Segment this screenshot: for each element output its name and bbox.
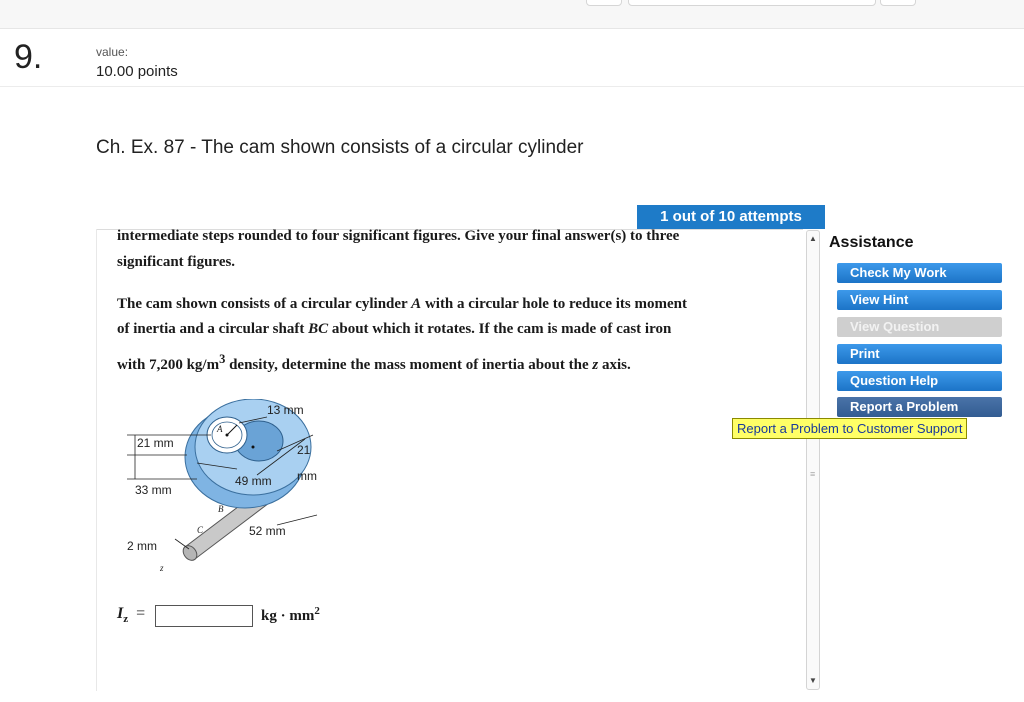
points-value: 10.00 points (96, 63, 178, 80)
answer-unit (261, 605, 320, 625)
view-question-button[interactable]: View Question (837, 317, 1002, 337)
dim-13mm: 13 mm (267, 403, 304, 417)
density-exponent: 3 (219, 352, 226, 366)
value-label: value: (96, 45, 129, 59)
dim-21: 21 (297, 443, 311, 457)
problem-text: of inertia and a circular shaft (117, 321, 305, 337)
problem-text: axis. (601, 357, 631, 373)
top-toolbar (0, 0, 1024, 29)
unit-exponent: 2 (314, 605, 320, 617)
answer-label (117, 605, 145, 625)
problem-text: with a circular hole to reduce its moment (424, 296, 687, 312)
variable-z: z (592, 357, 599, 373)
problem-text: density, determine the mass moment of inertia about the (229, 357, 589, 373)
answer-symbol: I (117, 605, 124, 622)
label-a: A (217, 424, 223, 434)
assistance-title: Assistance (829, 234, 914, 251)
dim-52mm: 52 mm (249, 524, 286, 538)
toolbar-button[interactable] (586, 0, 622, 6)
report-support-link[interactable]: Report a Problem to Customer Support (732, 418, 967, 439)
cam-figure (127, 399, 387, 584)
report-problem-button[interactable]: Report a Problem (837, 397, 1002, 417)
label-z: z (160, 563, 164, 573)
toolbar-button[interactable] (628, 0, 876, 6)
content-scrollbar[interactable] (806, 230, 820, 690)
dim-21-unit: mm (297, 469, 317, 483)
unit-text: kg · mm (261, 608, 315, 624)
toolbar-button[interactable] (880, 0, 916, 6)
label-c: C (197, 525, 204, 535)
problem-text: with 7,200 kg/m (117, 357, 220, 373)
answer-input[interactable] (155, 605, 253, 627)
divider (0, 86, 1024, 87)
question-number: 9. (14, 38, 43, 76)
problem-text: about which it rotates. If the cam is made of cast iron (331, 321, 672, 337)
attempts-badge: 1 out of 10 attempts (637, 205, 825, 229)
instruction-line-2 (117, 253, 235, 272)
variable-a: A (411, 296, 422, 312)
dim-2mm: 2 mm (127, 539, 157, 553)
print-button[interactable]: Print (837, 344, 1002, 364)
dim-49mm: 49 mm (235, 474, 272, 488)
problem-line-1 (117, 295, 687, 314)
question-title: Ch. Ex. 87 - The cam shown consists of a circular cylinder (96, 137, 584, 158)
answer-equals: = (136, 605, 146, 622)
instruction-text-2: significant figures. (117, 254, 236, 270)
problem-line-3 (117, 350, 631, 375)
question-content (96, 229, 809, 691)
problem-line-2 (117, 320, 671, 339)
variable-bc: BC (308, 321, 329, 337)
check-my-work-button[interactable]: Check My Work (837, 263, 1002, 283)
scroll-grip-icon[interactable]: ≡ (810, 469, 816, 479)
problem-text: The cam shown consists of a circular cylinder (117, 296, 408, 312)
label-b: B (218, 504, 224, 514)
answer-subscript: z (123, 613, 129, 626)
scroll-up-icon[interactable]: ▲ (809, 234, 817, 243)
instruction-line-1 (117, 229, 679, 246)
dim-21mm: 21 mm (137, 436, 174, 450)
view-hint-button[interactable]: View Hint (837, 290, 1002, 310)
scroll-down-icon[interactable]: ▼ (809, 676, 817, 685)
instruction-text-1: intermediate steps rounded to four significant figures. Give your final answer(s) to three (117, 229, 680, 244)
dim-33mm: 33 mm (135, 483, 172, 497)
question-help-button[interactable]: Question Help (837, 371, 1002, 391)
